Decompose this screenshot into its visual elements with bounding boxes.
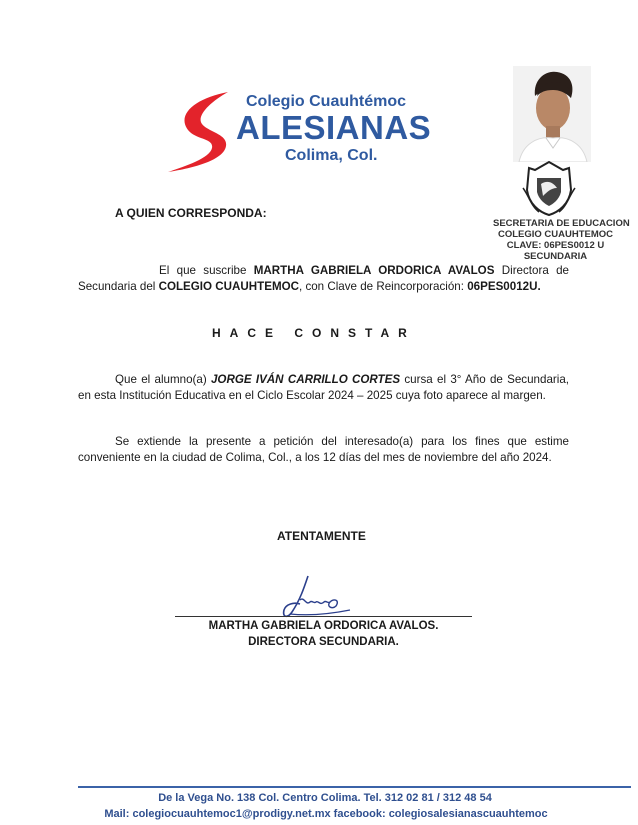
official-seal-emblem xyxy=(519,160,579,216)
salesianas-logo-swoosh xyxy=(166,88,246,174)
school-name-top: Colegio Cuauhtémoc xyxy=(246,93,407,110)
paragraph-student xyxy=(78,372,569,404)
student-photo xyxy=(513,66,591,162)
footer-divider xyxy=(78,786,631,788)
p1-mid: Directora de Secundaria del xyxy=(78,264,569,293)
seal-line-4: SECUNDARIA xyxy=(523,251,588,262)
certificate-heading: HACE CONSTAR xyxy=(212,326,416,340)
p1-pre: El que suscribe xyxy=(159,264,254,277)
signer-title: DIRECTORA SECUNDARIA. xyxy=(248,636,399,648)
signature-line xyxy=(175,616,472,617)
official-seal-text xyxy=(493,218,630,262)
footer-contact: Mail: colegiocuauhtemoc1@prodigy.net.mx facebook: colegiosalesianascuauhtemoc xyxy=(104,808,548,820)
p1-post: , con Clave de Reincorporación: xyxy=(299,280,468,293)
handwritten-signature xyxy=(270,570,360,622)
recipient-salutation: A QUIEN CORRESPONDA: xyxy=(115,206,267,220)
p1-school-name: COLEGIO CUAUHTEMOC xyxy=(158,280,299,293)
p2-post: cursa el 3° Año de Secundaria, en esta Institución Educativa en el Ciclo Escolar 2024 – 2025 cuya foto aparece al margen. xyxy=(78,373,570,402)
school-location: Colima, Col. xyxy=(285,147,378,164)
p2-pre: Que el alumno(a) xyxy=(115,373,211,386)
paragraph-purpose: Se extiende la presente a petición del interesado(a) para los fines que estime conveniente en la ciudad de Colima, Col., a los 12 días del mes de noviembre del año 2024. xyxy=(78,435,569,464)
signer-name: MARTHA GABRIELA ORDORICA AVALOS. xyxy=(208,620,439,632)
p1-director-name: MARTHA GABRIELA ORDORICA AVALOS xyxy=(253,264,495,277)
student-name: JORGE IVÁN CARRILLO CORTES xyxy=(210,373,401,386)
seal-line-3: CLAVE: 06PES0012 U xyxy=(506,240,605,251)
seal-line-1: SECRETARIA DE EDUCACION xyxy=(493,218,630,229)
school-name-main: ALESIANAS xyxy=(236,109,432,146)
closing-atentamente: ATENTAMENTE xyxy=(277,529,366,543)
p1-clave: 06PES0012U. xyxy=(467,280,541,293)
paragraph-signatory xyxy=(78,263,569,295)
footer-address: De la Vega No. 138 Col. Centro Colima. Tel. 312 02 81 / 312 48 54 xyxy=(158,792,492,804)
seal-line-2: COLEGIO CUAUHTEMOC xyxy=(497,229,614,240)
